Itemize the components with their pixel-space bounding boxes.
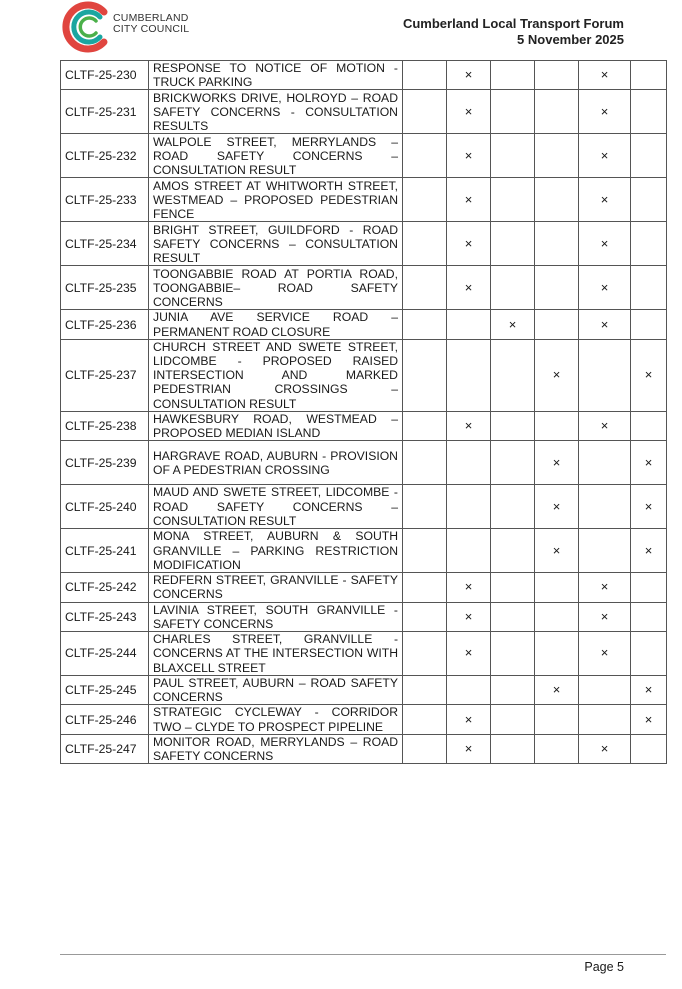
cross-mark-icon: ×	[464, 67, 473, 83]
mark-cell-3	[491, 61, 535, 90]
cross-mark-icon: ×	[552, 682, 561, 698]
cross-mark-icon: ×	[552, 367, 561, 383]
mark-cell-1	[403, 90, 447, 134]
mark-cell-3	[491, 178, 535, 222]
item-code: CLTF-25-233	[61, 178, 149, 222]
item-code: CLTF-25-237	[61, 339, 149, 411]
cross-mark-icon: ×	[600, 608, 609, 624]
table-row	[61, 178, 667, 222]
cross-mark-icon: ×	[552, 454, 561, 470]
item-code: CLTF-25-232	[61, 134, 149, 178]
item-description: JUNIA AVE SERVICE ROAD – PERMANENT ROAD CLOSURE	[149, 310, 403, 339]
mark-cell-6	[631, 602, 667, 631]
table-row	[61, 734, 667, 763]
mark-cell-6	[631, 61, 667, 90]
mark-cell-4	[535, 61, 579, 90]
mark-cell-3	[491, 339, 535, 411]
cross-mark-icon: ×	[552, 542, 561, 558]
item-description: TOONGABBIE ROAD AT PORTIA ROAD, TOONGABBIE– ROAD SAFETY CONCERNS	[149, 266, 403, 310]
mark-cell-1	[403, 441, 447, 485]
mark-cell-3	[491, 441, 535, 485]
document-header	[403, 16, 624, 48]
item-description: REDFERN STREET, GRANVILLE - SAFETY CONCERNS	[149, 573, 403, 602]
mark-cell-2	[447, 339, 491, 411]
mark-cell-5	[579, 676, 631, 705]
mark-cell-2	[447, 529, 491, 573]
mark-cell-3	[491, 134, 535, 178]
mark-cell-4	[535, 705, 579, 734]
mark-cell-2	[447, 310, 491, 339]
cross-mark-icon: ×	[464, 711, 473, 727]
item-code: CLTF-25-239	[61, 441, 149, 485]
table-row	[61, 266, 667, 310]
mark-cell-3	[491, 602, 535, 631]
mark-cell-6	[631, 573, 667, 602]
mark-cell-6	[631, 90, 667, 134]
mark-cell-3	[491, 310, 535, 339]
table-row	[61, 61, 667, 90]
mark-cell-1	[403, 266, 447, 310]
table-row	[61, 441, 667, 485]
item-description: MONITOR ROAD, MERRYLANDS – ROAD SAFETY CONCERNS	[149, 734, 403, 763]
mark-cell-3	[491, 266, 535, 310]
cross-mark-icon: ×	[600, 417, 609, 433]
mark-cell-5	[579, 61, 631, 90]
footer-divider	[60, 954, 666, 955]
mark-cell-6	[631, 632, 667, 676]
mark-cell-4	[535, 310, 579, 339]
mark-cell-6	[631, 310, 667, 339]
mark-cell-5	[579, 310, 631, 339]
mark-cell-6	[631, 266, 667, 310]
mark-cell-6	[631, 705, 667, 734]
mark-cell-4	[535, 441, 579, 485]
mark-cell-5	[579, 411, 631, 440]
mark-cell-2	[447, 441, 491, 485]
table-row	[61, 573, 667, 602]
mark-cell-6	[631, 485, 667, 529]
item-code: CLTF-25-245	[61, 676, 149, 705]
item-code: CLTF-25-246	[61, 705, 149, 734]
mark-cell-3	[491, 573, 535, 602]
mark-cell-2	[447, 178, 491, 222]
mark-cell-2	[447, 222, 491, 266]
mark-cell-5	[579, 90, 631, 134]
mark-cell-1	[403, 485, 447, 529]
cross-mark-icon: ×	[644, 454, 653, 470]
item-code: CLTF-25-241	[61, 529, 149, 573]
mark-cell-4	[535, 602, 579, 631]
mark-cell-4	[535, 485, 579, 529]
mark-cell-1	[403, 705, 447, 734]
mark-cell-1	[403, 529, 447, 573]
mark-cell-3	[491, 705, 535, 734]
mark-cell-6	[631, 411, 667, 440]
mark-cell-6	[631, 529, 667, 573]
cross-mark-icon: ×	[600, 316, 609, 332]
item-description: CHARLES STREET, GRANVILLE - CONCERNS AT THE INTERSECTION WITH BLAXCELL STREET	[149, 632, 403, 676]
cross-mark-icon: ×	[464, 147, 473, 163]
mark-cell-4	[535, 266, 579, 310]
item-code: CLTF-25-242	[61, 573, 149, 602]
table-row	[61, 310, 667, 339]
mark-cell-4	[535, 90, 579, 134]
item-description: MAUD AND SWETE STREET, LIDCOMBE - ROAD SAFETY CONCERNS – CONSULTATION RESULT	[149, 485, 403, 529]
cross-mark-icon: ×	[644, 367, 653, 383]
mark-cell-3	[491, 485, 535, 529]
mark-cell-6	[631, 734, 667, 763]
cross-mark-icon: ×	[644, 542, 653, 558]
council-name	[113, 13, 189, 35]
mark-cell-2	[447, 485, 491, 529]
cross-mark-icon: ×	[644, 498, 653, 514]
mark-cell-5	[579, 632, 631, 676]
item-code: CLTF-25-234	[61, 222, 149, 266]
mark-cell-5	[579, 602, 631, 631]
mark-cell-1	[403, 734, 447, 763]
cross-mark-icon: ×	[552, 498, 561, 514]
cross-mark-icon: ×	[644, 682, 653, 698]
cross-mark-icon: ×	[600, 645, 609, 661]
mark-cell-2	[447, 411, 491, 440]
mark-cell-2	[447, 676, 491, 705]
mark-cell-3	[491, 411, 535, 440]
mark-cell-1	[403, 632, 447, 676]
item-code: CLTF-25-240	[61, 485, 149, 529]
item-code: CLTF-25-230	[61, 61, 149, 90]
mark-cell-4	[535, 339, 579, 411]
mark-cell-5	[579, 485, 631, 529]
mark-cell-2	[447, 61, 491, 90]
items-table	[60, 60, 667, 764]
mark-cell-2	[447, 134, 491, 178]
mark-cell-6	[631, 134, 667, 178]
cross-mark-icon: ×	[464, 279, 473, 295]
item-description: BRICKWORKS DRIVE, HOLROYD – ROAD SAFETY CONCERNS - CONSULTATION RESULTS	[149, 90, 403, 134]
mark-cell-5	[579, 441, 631, 485]
mark-cell-4	[535, 734, 579, 763]
mark-cell-4	[535, 632, 579, 676]
cross-mark-icon: ×	[600, 67, 609, 83]
mark-cell-4	[535, 178, 579, 222]
mark-cell-4	[535, 411, 579, 440]
item-description: HARGRAVE ROAD, AUBURN - PROVISION OF A PEDESTRIAN CROSSING	[149, 441, 403, 485]
item-code: CLTF-25-238	[61, 411, 149, 440]
mark-cell-5	[579, 266, 631, 310]
forum-title: Cumberland Local Transport Forum	[402, 16, 624, 31]
item-description: RESPONSE TO NOTICE OF MOTION - TRUCK PARKING	[149, 61, 403, 90]
table-row	[61, 632, 667, 676]
mark-cell-2	[447, 266, 491, 310]
cross-mark-icon: ×	[464, 608, 473, 624]
mark-cell-5	[579, 573, 631, 602]
item-description: LAVINIA STREET, SOUTH GRANVILLE - SAFETY CONCERNS	[149, 602, 403, 631]
meeting-date: 5 November 2025	[517, 32, 624, 47]
cross-mark-icon: ×	[644, 711, 653, 727]
mark-cell-1	[403, 178, 447, 222]
item-code: CLTF-25-235	[61, 266, 149, 310]
cross-mark-icon: ×	[464, 417, 473, 433]
item-code: CLTF-25-243	[61, 602, 149, 631]
item-code: CLTF-25-231	[61, 90, 149, 134]
page-number: Page 5	[584, 960, 624, 974]
mark-cell-6	[631, 178, 667, 222]
mark-cell-4	[535, 529, 579, 573]
table-row	[61, 529, 667, 573]
mark-cell-4	[535, 676, 579, 705]
mark-cell-3	[491, 734, 535, 763]
table-row	[61, 134, 667, 178]
cross-mark-icon: ×	[464, 103, 473, 119]
mark-cell-3	[491, 632, 535, 676]
cross-mark-icon: ×	[464, 740, 473, 756]
table-row	[61, 676, 667, 705]
items-table-body	[61, 61, 667, 764]
mark-cell-1	[403, 676, 447, 705]
mark-cell-5	[579, 339, 631, 411]
cross-mark-icon: ×	[600, 279, 609, 295]
mark-cell-4	[535, 134, 579, 178]
council-name-line2: CITY COUNCIL	[113, 23, 190, 35]
mark-cell-6	[631, 339, 667, 411]
mark-cell-1	[403, 339, 447, 411]
mark-cell-3	[491, 90, 535, 134]
mark-cell-1	[403, 411, 447, 440]
table-row	[61, 485, 667, 529]
council-logo-icon	[60, 0, 114, 54]
item-description: CHURCH STREET AND SWETE STREET, LIDCOMBE - PROPOSED RAISED INTERSECTION AND MARKED PEDESTRIAN CROSSINGS – CONSULTATION RESULT	[149, 339, 403, 411]
item-code: CLTF-25-244	[61, 632, 149, 676]
cross-mark-icon: ×	[600, 579, 609, 595]
mark-cell-6	[631, 441, 667, 485]
mark-cell-4	[535, 573, 579, 602]
mark-cell-5	[579, 222, 631, 266]
mark-cell-1	[403, 61, 447, 90]
mark-cell-1	[403, 310, 447, 339]
mark-cell-3	[491, 222, 535, 266]
table-row	[61, 222, 667, 266]
mark-cell-2	[447, 632, 491, 676]
cross-mark-icon: ×	[464, 191, 473, 207]
item-description: PAUL STREET, AUBURN – ROAD SAFETY CONCERNS	[149, 676, 403, 705]
council-name-line1: CUMBERLAND	[113, 12, 189, 24]
cross-mark-icon: ×	[508, 316, 517, 332]
table-row	[61, 90, 667, 134]
cross-mark-icon: ×	[464, 645, 473, 661]
mark-cell-2	[447, 705, 491, 734]
cross-mark-icon: ×	[464, 235, 473, 251]
mark-cell-5	[579, 734, 631, 763]
cross-mark-icon: ×	[464, 579, 473, 595]
mark-cell-1	[403, 134, 447, 178]
mark-cell-5	[579, 529, 631, 573]
mark-cell-1	[403, 573, 447, 602]
item-code: CLTF-25-247	[61, 734, 149, 763]
table-row	[61, 602, 667, 631]
mark-cell-2	[447, 573, 491, 602]
item-description: AMOS STREET AT WHITWORTH STREET, WESTMEAD – PROPOSED PEDESTRIAN FENCE	[149, 178, 403, 222]
cross-mark-icon: ×	[600, 740, 609, 756]
table-row	[61, 339, 667, 411]
cross-mark-icon: ×	[600, 191, 609, 207]
mark-cell-6	[631, 676, 667, 705]
mark-cell-4	[535, 222, 579, 266]
mark-cell-5	[579, 705, 631, 734]
item-description: WALPOLE STREET, MERRYLANDS – ROAD SAFETY CONCERNS – CONSULTATION RESULT	[149, 134, 403, 178]
mark-cell-1	[403, 222, 447, 266]
item-description: HAWKESBURY ROAD, WESTMEAD – PROPOSED MEDIAN ISLAND	[149, 411, 403, 440]
mark-cell-2	[447, 734, 491, 763]
table-row	[61, 411, 667, 440]
mark-cell-5	[579, 178, 631, 222]
mark-cell-2	[447, 602, 491, 631]
mark-cell-1	[403, 602, 447, 631]
cross-mark-icon: ×	[600, 147, 609, 163]
mark-cell-6	[631, 222, 667, 266]
item-description: BRIGHT STREET, GUILDFORD - ROAD SAFETY CONCERNS – CONSULTATION RESULT	[149, 222, 403, 266]
item-description: STRATEGIC CYCLEWAY - CORRIDOR TWO – CLYDE TO PROSPECT PIPELINE	[149, 705, 403, 734]
mark-cell-3	[491, 676, 535, 705]
item-description: MONA STREET, AUBURN & SOUTH GRANVILLE – PARKING RESTRICTION MODIFICATION	[149, 529, 403, 573]
table-row	[61, 705, 667, 734]
mark-cell-3	[491, 529, 535, 573]
mark-cell-2	[447, 90, 491, 134]
item-code: CLTF-25-236	[61, 310, 149, 339]
mark-cell-5	[579, 134, 631, 178]
cross-mark-icon: ×	[600, 235, 609, 251]
cross-mark-icon: ×	[600, 103, 609, 119]
